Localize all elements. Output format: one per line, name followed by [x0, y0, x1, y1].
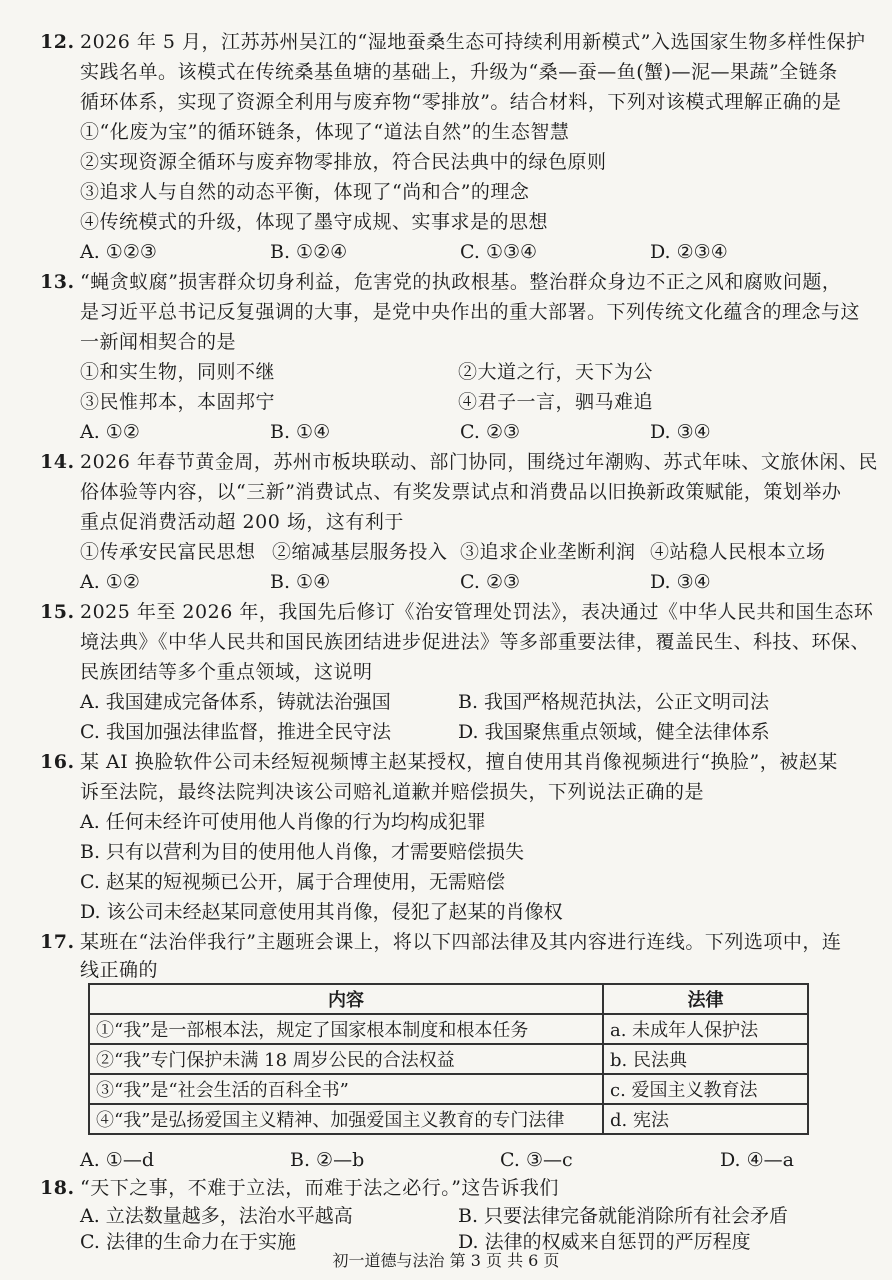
- table-row: [89, 1014, 808, 1044]
- option-a[interactable]: A. ①②③: [80, 241, 157, 263]
- question-text: 重点促消费活动超 200 场，这有利于: [80, 511, 404, 533]
- question-number: 18.: [40, 1177, 75, 1199]
- table-header-law: 法律: [603, 984, 808, 1014]
- option-a[interactable]: A. ①②: [80, 421, 140, 443]
- option-a[interactable]: A. 我国建成完备体系，铸就法治强国: [80, 691, 391, 713]
- option-a[interactable]: A. 立法数量越多，法治水平越高: [80, 1205, 353, 1227]
- option-d[interactable]: D. 该公司未经赵某同意使用其肖像，侵犯了赵某的肖像权: [80, 901, 563, 923]
- question-text: 某班在“法治伴我行”主题班会课上，将以下四部法律及其内容进行连线。下列选项中，连: [80, 931, 842, 953]
- option-b[interactable]: B. ①②④: [270, 241, 348, 263]
- option-a[interactable]: A. 任何未经许可使用他人肖像的行为均构成犯罪: [80, 811, 486, 833]
- option-b[interactable]: B. 我国严格规范执法，公正文明司法: [458, 691, 770, 713]
- question-text: 诉至法院，最终法院判决该公司赔礼道歉并赔偿损失，下列说法正确的是: [80, 781, 705, 803]
- page-footer: 初一道德与法治 第 3 页 共 6 页: [332, 1251, 560, 1270]
- option-b[interactable]: B. 只有以营利为目的使用他人肖像，才需要赔偿损失: [80, 841, 525, 863]
- question-number: 13.: [40, 271, 75, 293]
- table-cell-law: c. 爱国主义教育法: [603, 1074, 808, 1104]
- question-text: 循环体系，实现了资源全利用与废弃物“零排放”。结合材料，下列对该模式理解正确的是: [80, 91, 842, 113]
- option-a[interactable]: A. ①—d: [80, 1149, 154, 1171]
- question-number: 12.: [40, 31, 75, 53]
- option-b[interactable]: B. 只要法律完备就能消除所有社会矛盾: [458, 1205, 789, 1227]
- option-d[interactable]: D. ④—a: [720, 1149, 794, 1171]
- question-text: 俗体验等内容，以“三新”消费试点、有奖发票试点和消费品以旧换新政策赋能，策划举办: [80, 481, 842, 503]
- question-text: 2026 年春节黄金周，苏州市板块联动、部门协同，围绕过年潮购、苏式年味、文旅休闲、民: [80, 451, 878, 473]
- option-b[interactable]: B. ②—b: [290, 1149, 365, 1171]
- question-text: 2025 年至 2026 年，我国先后修订《治安管理处罚法》，表决通过《中华人民共和国生态环: [80, 601, 874, 623]
- statement-item: ②缩减基层服务投入: [272, 541, 448, 563]
- statement-item: ③追求企业垄断利润: [460, 541, 636, 563]
- table-header-row: [89, 984, 808, 1014]
- statement-item: ②大道之行，天下为公: [458, 361, 654, 383]
- question-number: 14.: [40, 451, 75, 473]
- statement-item: ④站稳人民根本立场: [650, 541, 826, 563]
- statement-item: ①“化废为宝”的循环链条，体现了“道法自然”的生态智慧: [80, 121, 570, 143]
- question-number: 17.: [40, 931, 75, 953]
- option-d[interactable]: D. ②③④: [650, 241, 728, 263]
- question-text: “蝇贪蚁腐”损害群众切身利益，危害党的执政根基。整治群众身边不正之风和腐败问题，: [80, 271, 842, 293]
- option-b[interactable]: B. ①④: [270, 421, 331, 443]
- table-cell-content: ②“我”专门保护未满 18 周岁公民的合法权益: [89, 1044, 603, 1074]
- option-c[interactable]: C. ③—c: [500, 1149, 573, 1171]
- question-text: 民族团结等多个重点领域，这说明: [80, 661, 373, 683]
- statement-item: ④君子一言，驷马难追: [458, 391, 654, 413]
- question-number: 16.: [40, 751, 75, 773]
- option-c[interactable]: C. 法律的生命力在于实施: [80, 1231, 296, 1253]
- option-c[interactable]: C. ②③: [460, 571, 521, 593]
- table-cell-content: ①“我”是一部根本法，规定了国家根本制度和根本任务: [89, 1014, 603, 1044]
- statement-item: ②实现资源全循环与废弃物零排放，符合民法典中的绿色原则: [80, 151, 607, 173]
- table-cell-law: b. 民法典: [603, 1044, 808, 1074]
- option-b[interactable]: B. ①④: [270, 571, 331, 593]
- option-c[interactable]: C. 我国加强法律监督，推进全民守法: [80, 721, 391, 743]
- statement-item: ①和实生物，同则不继: [80, 361, 276, 383]
- option-c[interactable]: C. 赵某的短视频已公开，属于合理使用，无需赔偿: [80, 871, 505, 893]
- option-d[interactable]: D. ③④: [650, 571, 711, 593]
- table-row: [89, 1074, 808, 1104]
- question-text: 是习近平总书记反复强调的大事，是党中央作出的重大部署。下列传统文化蕴含的理念与这: [80, 301, 861, 323]
- table-cell-content: ④“我”是弘扬爱国主义精神、加强爱国主义教育的专门法律: [89, 1104, 603, 1134]
- table-row: [89, 1104, 808, 1134]
- option-c[interactable]: C. ①③④: [460, 241, 538, 263]
- question-text: 境法典》《中华人民共和国民族团结进步促进法》等多部重要法律，覆盖民生、科技、环保、: [80, 631, 871, 653]
- option-d[interactable]: D. 我国聚焦重点领域，健全法律体系: [458, 721, 770, 743]
- option-d[interactable]: D. 法律的权威来自惩罚的严厉程度: [458, 1231, 751, 1253]
- question-text: 某 AI 换脸软件公司未经短视频博主赵某授权，擅自使用其肖像视频进行“换脸”，被赵某: [80, 751, 838, 773]
- table-cell-law: a. 未成年人保护法: [603, 1014, 808, 1044]
- option-c[interactable]: C. ②③: [460, 421, 521, 443]
- matching-table: [88, 983, 809, 1135]
- question-text: “天下之事，不难于立法，而难于法之必行。”这告诉我们: [80, 1177, 559, 1199]
- table-row: [89, 1044, 808, 1074]
- question-number: 15.: [40, 601, 75, 623]
- table-cell-content: ③“我”是“社会生活的百科全书”: [89, 1074, 603, 1104]
- table-cell-law: d. 宪法: [603, 1104, 808, 1134]
- question-text: 线正确的: [80, 959, 159, 981]
- question-text: 2026 年 5 月，江苏苏州吴江的“湿地蚕桑生态可持续利用新模式”入选国家生物多样性保护: [80, 31, 866, 53]
- table-header-content: 内容: [89, 984, 603, 1014]
- statement-item: ③追求人与自然的动态平衡，体现了“尚和合”的理念: [80, 181, 530, 203]
- statement-item: ①传承安民富民思想: [80, 541, 256, 563]
- option-a[interactable]: A. ①②: [80, 571, 140, 593]
- statement-item: ③民惟邦本，本固邦宁: [80, 391, 276, 413]
- statement-item: ④传统模式的升级，体现了墨守成规、实事求是的思想: [80, 211, 549, 233]
- option-d[interactable]: D. ③④: [650, 421, 711, 443]
- question-text: 一新闻相契合的是: [80, 331, 237, 353]
- question-text: 实践名单。该模式在传统桑基鱼塘的基础上，升级为“桑—蚕—鱼(蟹)—泥—果蔬”全链条: [80, 61, 838, 83]
